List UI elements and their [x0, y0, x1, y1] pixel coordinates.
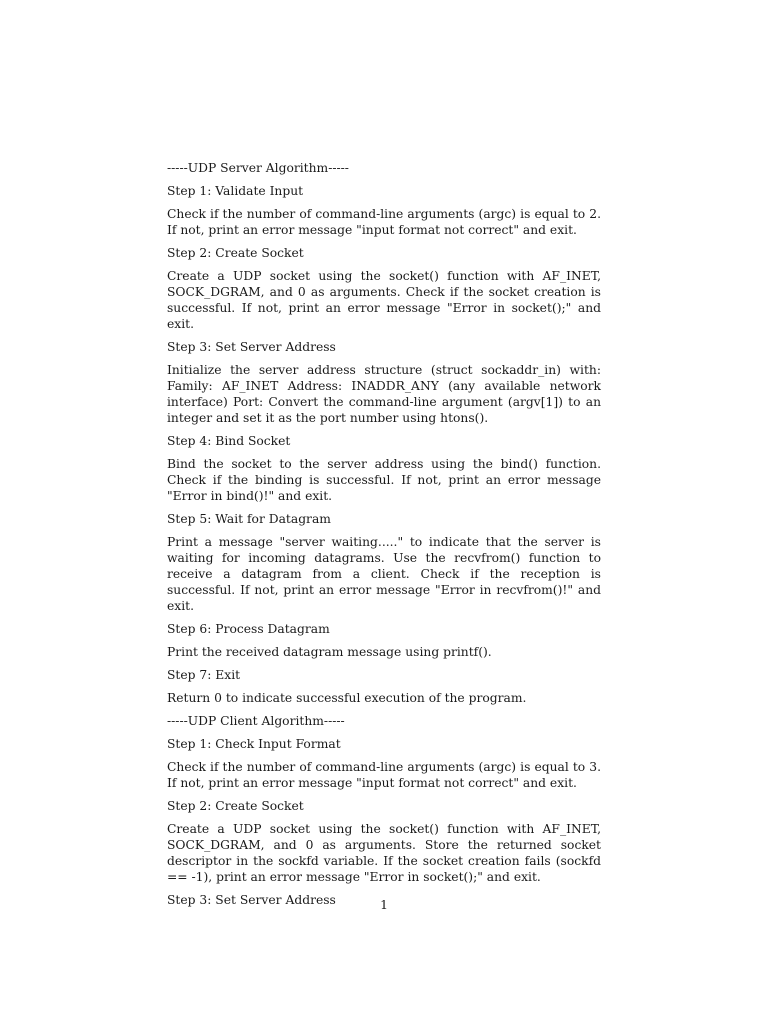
server-step1-title: Step 1: Validate Input	[167, 184, 304, 198]
client-step1-title: Step 1: Check Input Format	[167, 737, 341, 751]
server-step5-text: Print a message "server waiting....." to indicate that the server is waiting for incoming datagrams. Use the recvfrom() function to receive a datagram from a client. Check if the reception is successful. If not, print an error message "Error in recvfrom()!" and exit.	[167, 535, 601, 613]
server-step7-title: Step 7: Exit	[167, 668, 241, 682]
server-step4-text: Bind the socket to the server address using the bind() function. Check if the binding is successful. If not, print an error message "Error in bind()!" and exit.	[167, 457, 601, 503]
document-body	[167, 160, 601, 908]
server-step4-title: Step 4: Bind Socket	[167, 434, 291, 448]
client-algorithm-heading: -----UDP Client Algorithm-----	[167, 714, 345, 728]
server-step3-text: Initialize the server address structure (struct sockaddr_in) with: Family: AF_INET Address: INADDR_ANY (any available network interface) Port: Convert the command-line argument (argv[1]) to an integer and set it as the port number using htons().	[167, 363, 601, 425]
client-step3-title: Step 3: Set Server Address	[167, 893, 336, 907]
server-step3-title: Step 3: Set Server Address	[167, 340, 336, 354]
server-step6-title: Step 6: Process Datagram	[167, 622, 330, 636]
client-step2-text: Create a UDP socket using the socket() function with AF_INET, SOCK_DGRAM, and 0 as arguments. Store the returned socket descriptor in the sockfd variable. If the socket creation fails (sockfd == -1), print an error message "Error in socket();" and exit.	[167, 822, 601, 884]
client-step2-title: Step 2: Create Socket	[167, 799, 304, 813]
server-step1-text: Check if the number of command-line arguments (argc) is equal to 2. If not, print an error message "input format not correct" and exit.	[167, 207, 601, 237]
client-step1-text: Check if the number of command-line arguments (argc) is equal to 3. If not, print an error message "input format not correct" and exit.	[167, 760, 601, 790]
server-step2-title: Step 2: Create Socket	[167, 246, 304, 260]
server-step2-text: Create a UDP socket using the socket() function with AF_INET, SOCK_DGRAM, and 0 as arguments. Check if the socket creation is successful. If not, print an error message "Error in socket();" and exit.	[167, 269, 601, 331]
server-algorithm-heading: -----UDP Server Algorithm-----	[167, 161, 349, 175]
page-number: 1	[380, 898, 388, 912]
server-step6-text: Print the received datagram message using printf().	[167, 645, 492, 659]
server-step5-title: Step 5: Wait for Datagram	[167, 512, 331, 526]
server-step7-text: Return 0 to indicate successful execution of the program.	[167, 691, 527, 705]
